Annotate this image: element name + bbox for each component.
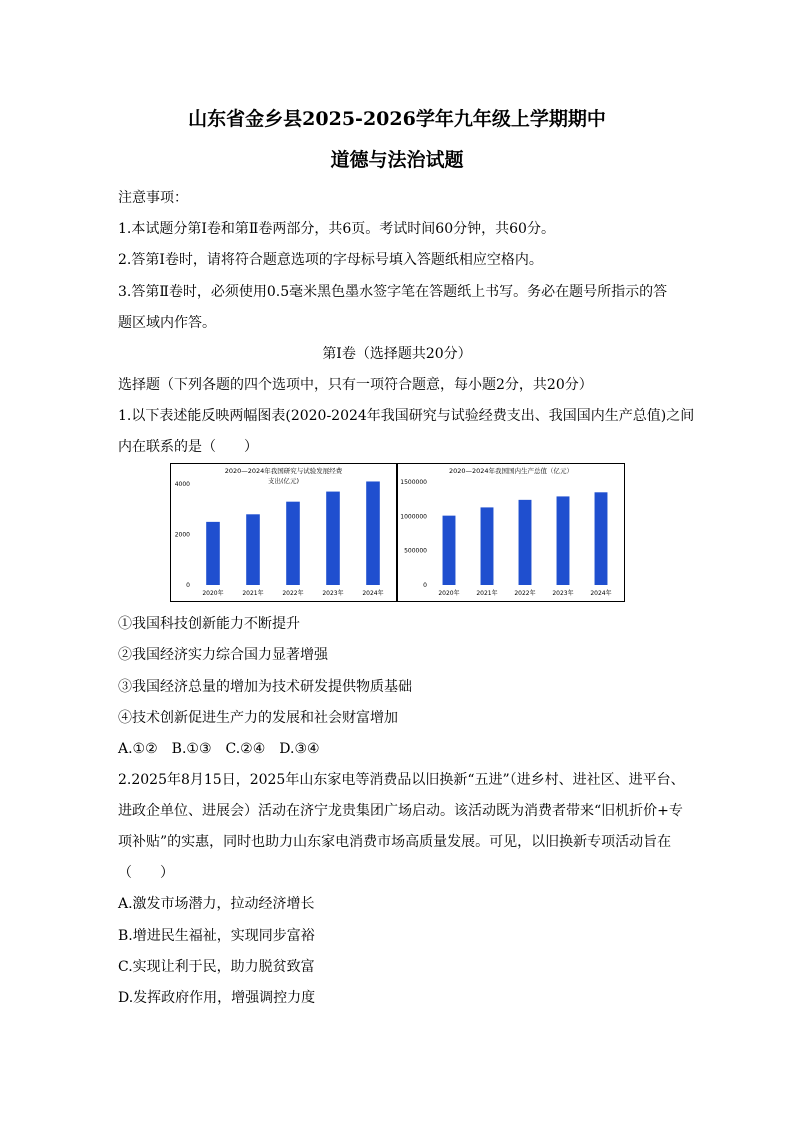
chart-title: 2020—2024年我国研究与试验发展经费 [224,467,343,475]
q2-option: B.增进民生福祉，实现同步富裕 [118,928,315,944]
x-tick-label: 2022年 [514,590,536,597]
q2-stem: 进政企单位、进展会）活动在济宁龙贵集团广场启动。该活动既为消费者带来“旧机折价+专 [118,803,683,819]
rd-expenditure-chart-svg [171,464,396,601]
q1-statement: ④技术创新促进生产力的发展和社会财富增加 [118,710,398,726]
q2-option: A.激发市场潜力，拉动经济增长 [118,896,315,912]
x-tick-label: 2022年 [282,590,304,597]
note-item: 2.答第Ⅰ卷时，请将符合题意选项的字母标号填入答题纸相应空格内。 [118,252,543,268]
title-line-1: 山东省金乡县2025-2026学年九年级上学期期中 [188,108,606,130]
y-tick-label: 500000 [404,547,427,555]
bar [519,500,532,585]
bar [366,481,380,585]
y-tick-label: 2000 [174,531,190,539]
q1-statement: ①我国科技创新能力不断提升 [118,616,300,632]
q1-statement: ②我国经济实力综合国力显著增强 [118,647,328,663]
x-tick-label: 2020年 [202,590,224,597]
bar [443,516,456,585]
q1-stem: 1.以下表述能反映两幅图表(2020-2024年我国研究与试验经费支出、我国国内生产总值)之间 [118,408,695,424]
x-tick-label: 2023年 [322,590,344,597]
q2-option: D.发挥政府作用，增强调控力度 [118,990,316,1006]
chart-gdp [397,463,625,602]
q1-stem: 内在联系的是（ ） [118,439,258,455]
note-item: 题区域内作答。 [118,315,216,331]
bar [206,522,220,585]
bar [246,514,260,585]
q1-statement: ③我国经济总量的增加为技术研发提供物质基础 [118,679,412,695]
x-tick-label: 2023年 [552,590,574,597]
bar [326,492,340,585]
x-tick-label: 2021年 [242,590,264,597]
section-title: 第Ⅰ卷（选择题共20分） [322,346,472,362]
q1-options: A.①② B.①③ C.②④ D.③④ [118,741,320,757]
note-item: 1.本试题分第Ⅰ卷和第Ⅱ卷两部分，共6页。考试时间60分钟，共60分。 [118,221,555,237]
x-tick-label: 2024年 [590,590,612,597]
bar [557,496,570,585]
q2-stem: （ ） [118,865,174,881]
q2-stem: 2.2025年8月15日，2025年山东家电等消费品以旧换新“五进”（进乡村、进社区、进平台、 [118,772,685,788]
title-line-2: 道德与法治试题 [330,149,464,171]
x-tick-label: 2020年 [438,590,460,597]
y-tick-label: 1500000 [400,479,427,486]
notes-heading: 注意事项： [118,190,188,206]
y-tick-label: 0 [423,582,427,589]
bar [286,502,300,585]
section-instruction: 选择题（下列各题的四个选项中，只有一项符合题意，每小题2分，共20分） [118,377,593,393]
q2-stem: 项补贴”的实惠，同时也助力山东家电消费市场高质量发展。可见，以旧换新专项活动旨在 [118,834,672,850]
x-tick-label: 2021年 [476,590,498,597]
bar [595,492,608,585]
q2-option: C.实现让利于民，助力脱贫致富 [118,959,315,975]
chart-title: 2020—2024年我国国内生产总值（亿元） [448,467,574,475]
note-item: 3.答第Ⅱ卷时，必须使用0.5毫米黑色墨水签字笔在答题纸上书写。务必在题号所指示的答 [118,284,668,300]
y-tick-label: 0 [186,582,190,589]
chart-rd-expenditure [170,463,397,602]
gdp-chart-svg [398,464,624,601]
y-tick-label: 1000000 [400,513,427,521]
y-tick-label: 4000 [174,481,190,488]
bar [481,507,494,585]
chart-title: 支出(亿元) [267,477,300,485]
x-tick-label: 2024年 [362,590,384,597]
